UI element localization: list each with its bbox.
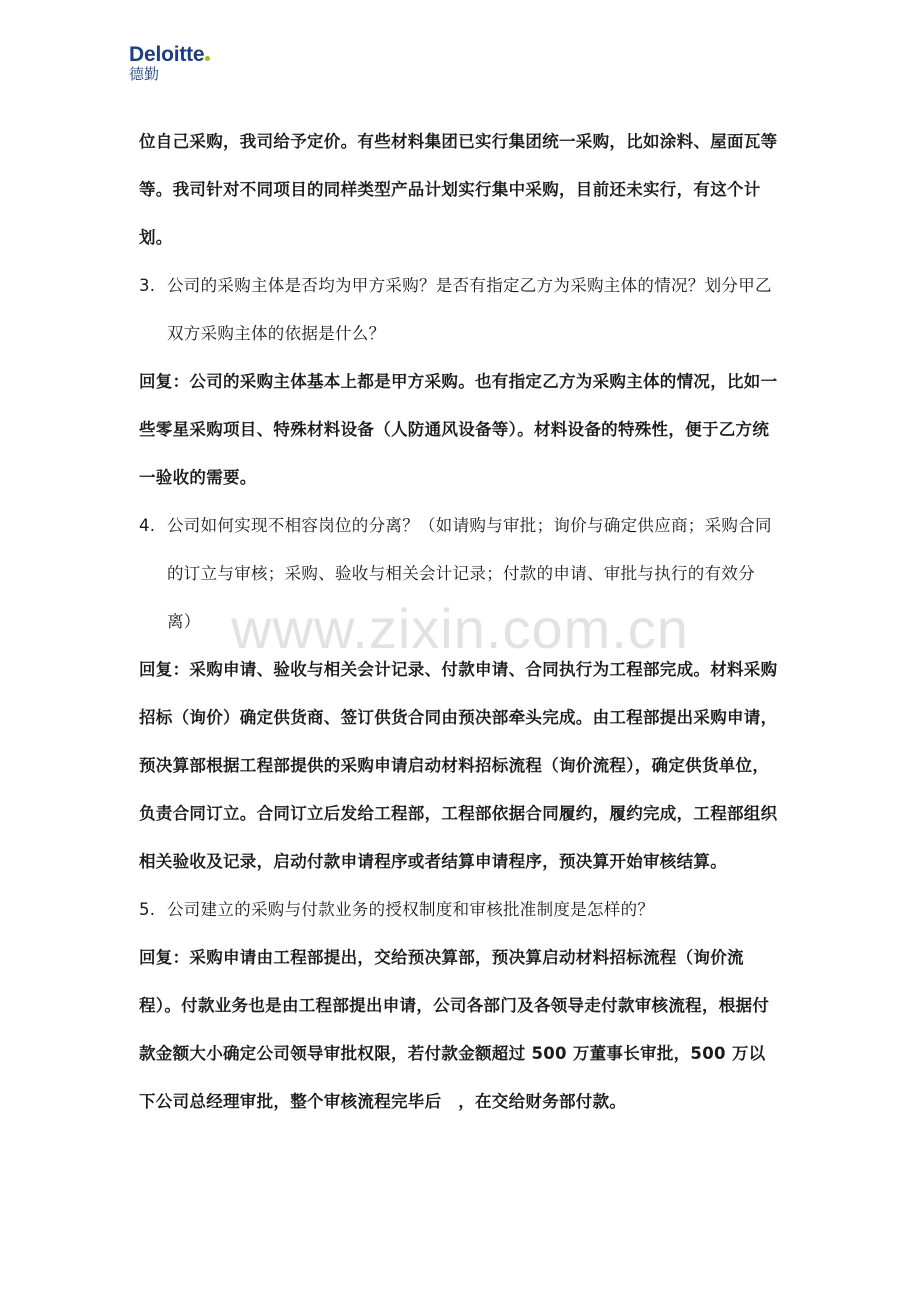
logo-wordmark: Deloitte xyxy=(129,43,205,66)
answer-paragraph: 回复：公司的采购主体基本上都是甲方采购。也有指定乙方为采购主体的情况，比如一些零星采购项目、特殊材料设备（人防通风设备等）。材料设备的特殊性，便于乙方统一验收的需要。 xyxy=(139,372,778,487)
answer-paragraph: 回复：采购申请、验收与相关会计记录、付款申请、合同执行为工程部完成。材料采购招标（询价）确定供货商、签订供货合同由预决部牵头完成。由工程部提出采购申请，预决算部根据工程部提供的采购申请启动材料招标流程（询价流程），确定供货单位，负责合同订立。合同订立后发给工程部，工程部依据合同履约，履约完成，工程部组织相关验收及记录，启动付款申请程序或者结算申请程序，预决算开始审核结算。 xyxy=(139,660,778,871)
deloitte-logo xyxy=(129,44,210,82)
answer-paragraph: 位自己采购，我司给予定价。有些材料集团已实行集团统一采购，比如涂料、屋面瓦等等。我司针对不同项目的同样类型产品计划实行集中采购，目前还未实行，有这个计划。 xyxy=(139,132,778,247)
answer-paragraph: 回复：采购申请由工程部提出，交给预决算部，预决算启动材料招标流程（询价流程）。付款业务也是由工程部提出申请，公司各部门及各领导走付款审核流程，根据付款金额大小确定公司领导审批权限，若付款金额超过 500 万董事长审批，500 万以下公司总经理审批，整个审核流程完毕后 ，在交给财务部付款。 xyxy=(139,948,770,1111)
question-item xyxy=(139,262,779,358)
logo-green-dot-icon xyxy=(205,56,210,61)
question-number: 5. xyxy=(139,900,156,919)
logo-chinese: 德勤 xyxy=(129,65,160,83)
watermark: www.zixin.com.cn xyxy=(231,597,689,660)
question-number: 3. xyxy=(139,276,156,295)
question-text: 公司的采购主体是否均为甲方采购？是否有指定乙方为采购主体的情况？划分甲乙双方采购主体的依据是什么？ xyxy=(167,276,772,343)
question-text: 公司建立的采购与付款业务的授权制度和审核批准制度是怎样的？ xyxy=(167,900,655,919)
question-item xyxy=(139,886,779,934)
question-number: 4. xyxy=(139,516,156,535)
question-text: 公司如何实现不相容岗位的分离？（如请购与审批；询价与确定供应商；采购合同的订立与审核；采购、验收与相关会计记录；付款的申请、审批与执行的有效分离） xyxy=(167,516,772,631)
